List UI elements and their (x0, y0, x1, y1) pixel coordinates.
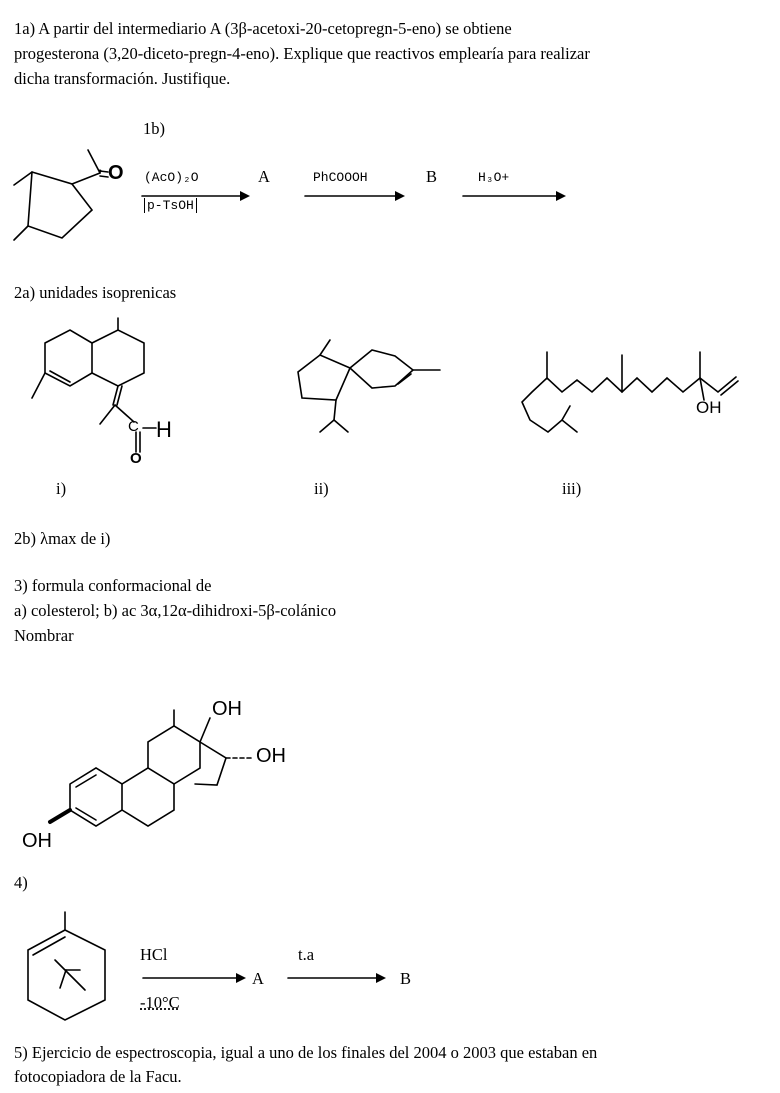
arrowhead-1b-2 (395, 191, 405, 201)
q3-line-3: Nombrar (14, 626, 74, 645)
q4-title: 4) (14, 873, 28, 892)
structure-ii-spiro (298, 340, 440, 432)
label-i: i) (56, 479, 67, 498)
q3-line-2: a) colesterol; b) ac 3α,12α-dihidroxi-5β-colánico (14, 601, 337, 620)
reagent-hcl: HCl (140, 945, 168, 964)
q5-line-1: 5) Ejercicio de espectroscopia, igual a uno de los finales del 2004 o 2003 que estaban en (14, 1043, 598, 1062)
q1b-title: 1b) (143, 119, 165, 138)
q2a-title: 2a) unidades isoprenicas (14, 283, 177, 302)
cyclopentane-structure (14, 150, 108, 240)
structure-estriol (50, 710, 254, 826)
compound-b-1b: B (426, 167, 438, 186)
hydroxyl-phenol: OH (22, 830, 52, 852)
q1a-line-1: 1a) A partir del intermediario A (3β-acetoxi-20-cetopregn-5-eno) se obtiene (14, 19, 512, 38)
hydroxyl-top: OH (212, 698, 242, 720)
q3-line-1: 3) formula conformacional de (14, 576, 212, 595)
q1a-line-3: dicha transformación. Justifique. (14, 69, 231, 88)
reagent-ptsoh: p-TsOH (144, 198, 197, 213)
condition-room-temp: t.a (298, 945, 315, 964)
carbonyl-oxygen: O (108, 162, 124, 184)
q2b-title: 2b) λmax de i) (14, 529, 111, 548)
reaction-temperature: -10°C (140, 993, 180, 1012)
arrowhead-4-1 (236, 973, 246, 983)
compound-a-1b: A (258, 167, 270, 186)
compound-a-4: A (252, 969, 264, 988)
reagent-acetic-anhydride: (AcO)₂O (144, 170, 199, 185)
reagent-hydronium: H₃O+ (478, 170, 510, 185)
aldehyde-oxygen: O (130, 450, 142, 467)
compound-b-4: B (400, 969, 412, 988)
label-ii: ii) (314, 479, 329, 498)
structure-alpha-pinene (28, 912, 105, 1020)
q1a-line-2: progesterona (3,20-diceto-pregn-4-eno). Explique que reactivos emplearía para realizar (14, 44, 590, 63)
aldehyde-hydrogen: H (156, 417, 172, 442)
charge-dot (99, 170, 102, 173)
hydroxyl-right: OH (256, 745, 286, 767)
q5-line-2: fotocopiadora de la Facu. (14, 1067, 182, 1086)
arrowhead-1b-1 (240, 191, 250, 201)
arrowhead-1b-3 (556, 191, 566, 201)
reagent-perbenzoic-acid: PhCOOOH (313, 170, 368, 185)
hydroxyl-iii: OH (696, 398, 722, 417)
aldehyde-carbon: C (128, 418, 139, 435)
arrowhead-4-2 (376, 973, 386, 983)
structure-iii-chain (522, 352, 738, 432)
label-iii: iii) (562, 479, 582, 498)
